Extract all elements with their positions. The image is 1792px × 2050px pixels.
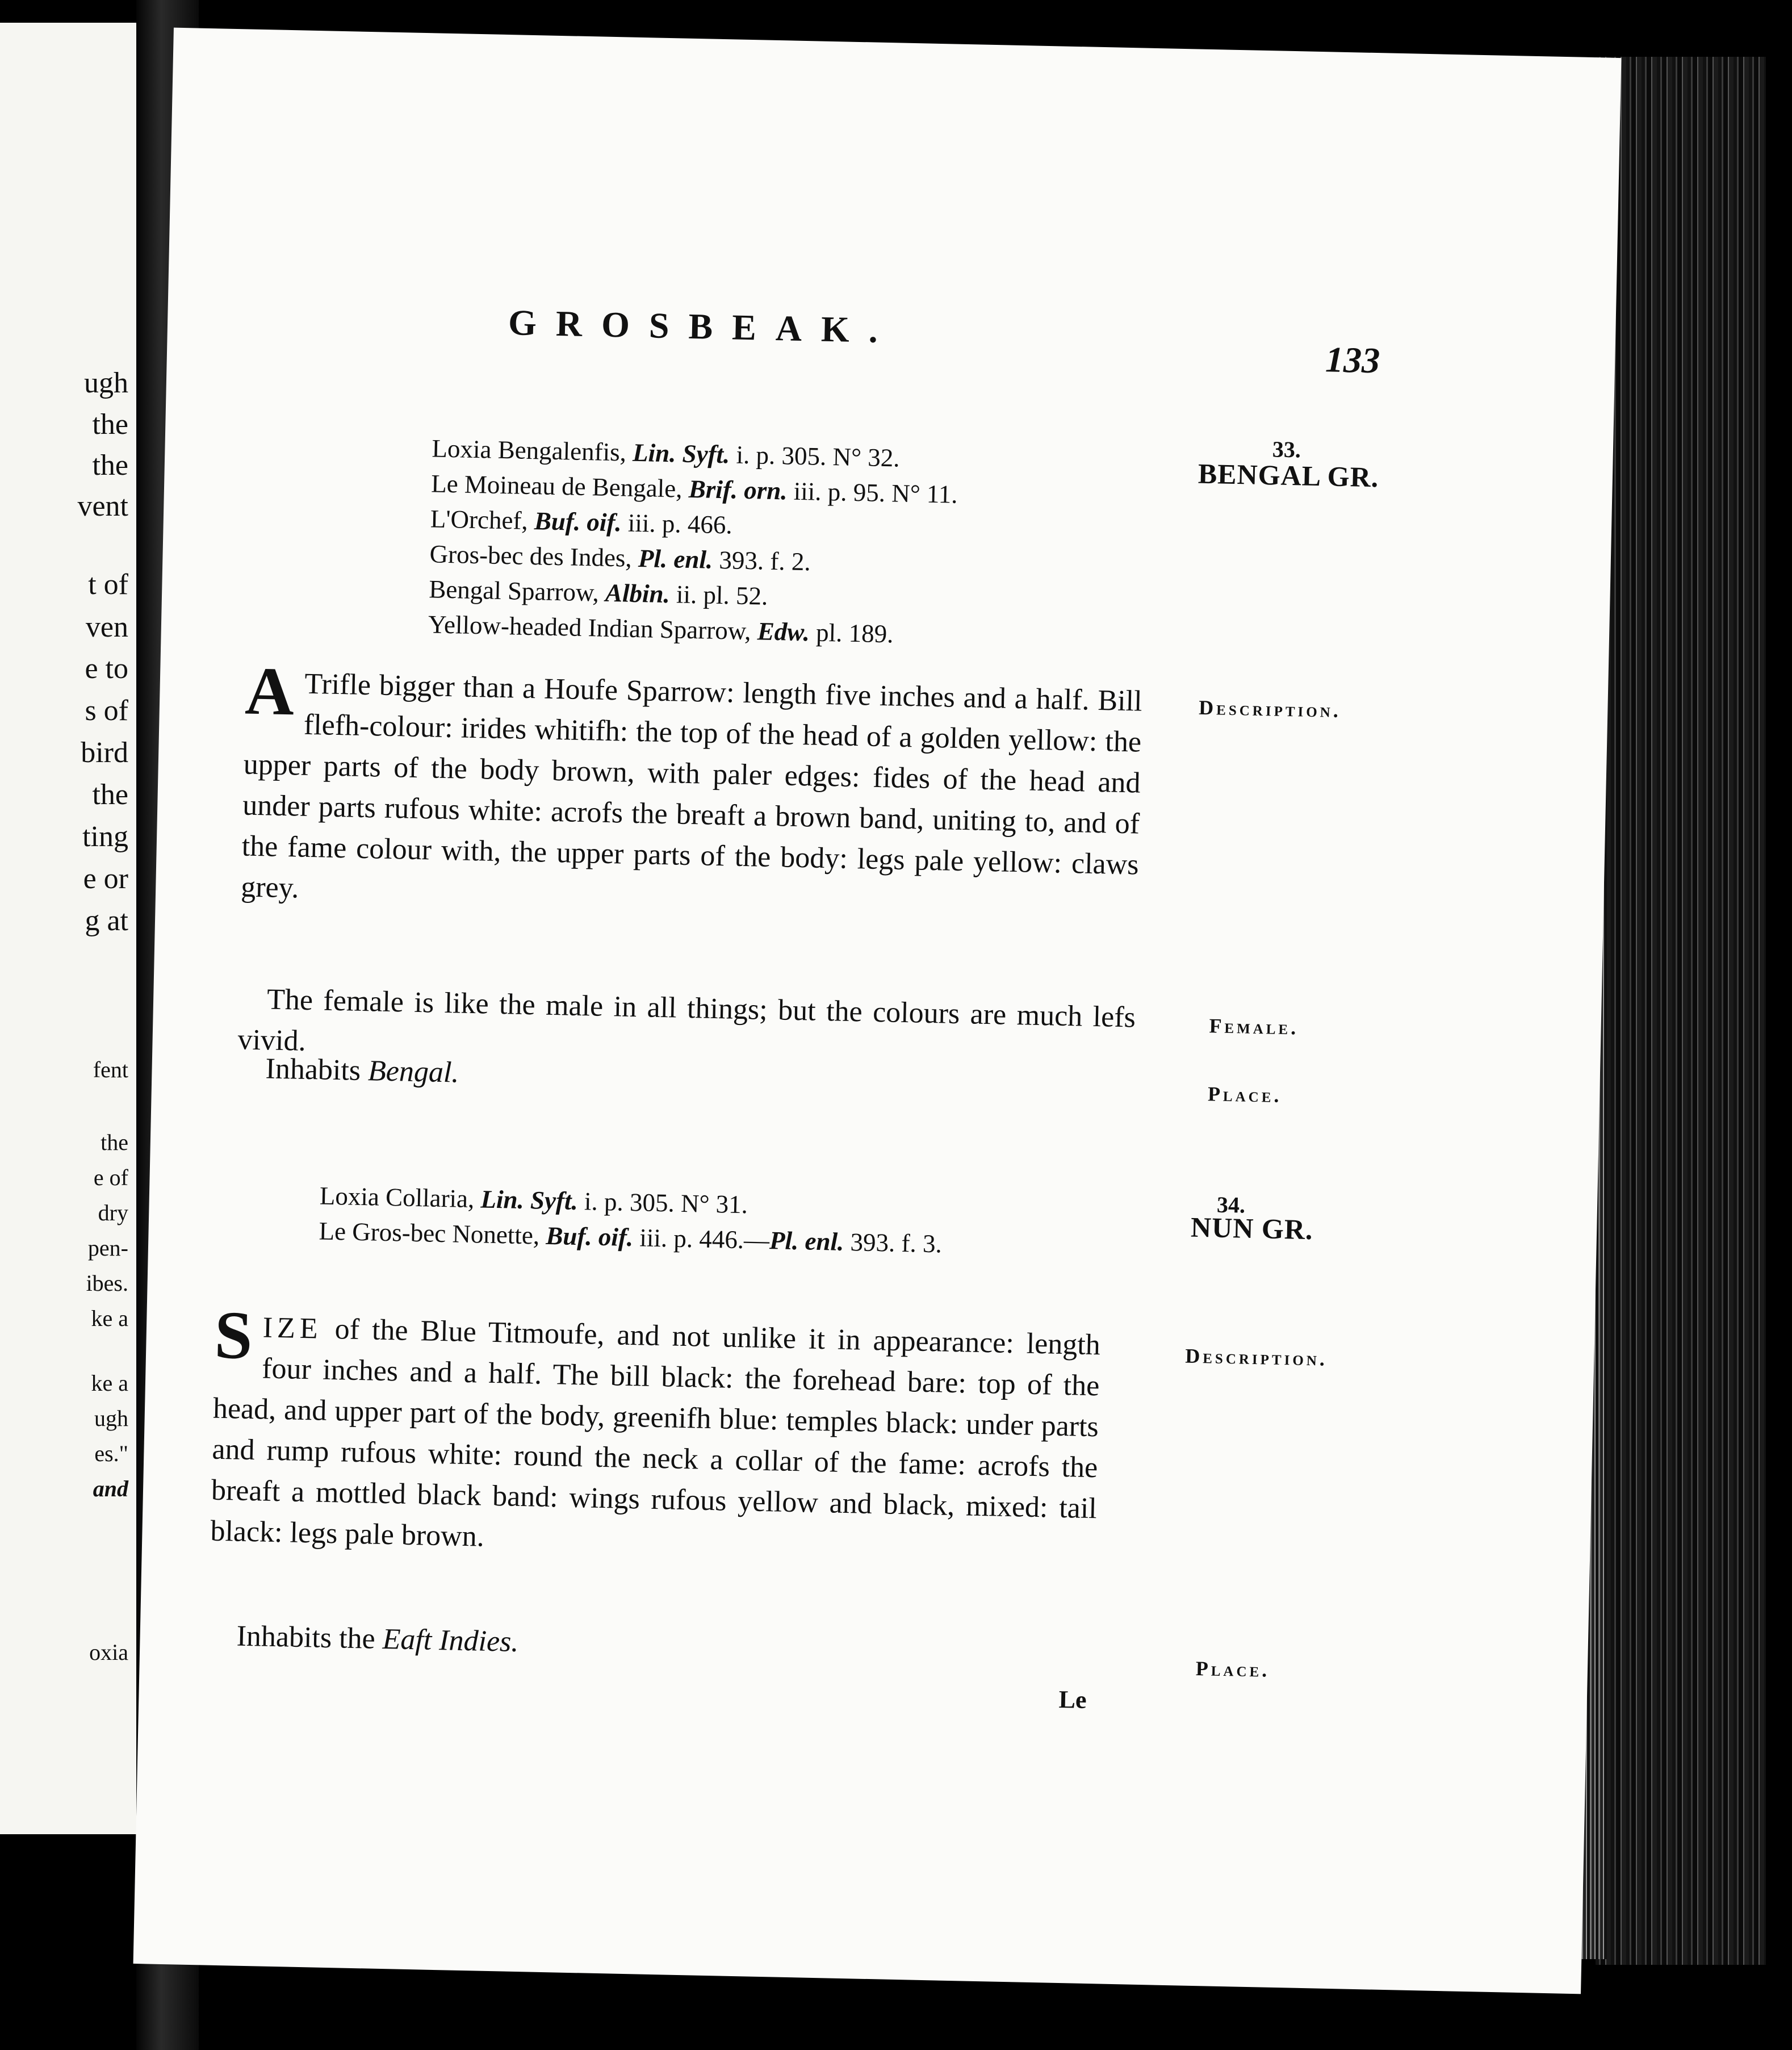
synonym-line: Loxia Bengalenfis, Lin. Syft. i. p. 305. N° 32. bbox=[432, 434, 901, 472]
drop-cap: A bbox=[244, 652, 295, 730]
synonym-line: Le Gros-bec Nonette, Buf. oif. iii. p. 446.—Pl. enl. 393. f. 3. bbox=[319, 1216, 943, 1258]
place-name: Eaft Indies. bbox=[382, 1623, 519, 1659]
left-page-fragment: ugh bbox=[94, 1405, 128, 1431]
margin-label-description: Description. bbox=[1198, 696, 1342, 722]
synonym-line: L'Orchef, Buf. oif. iii. p. 466. bbox=[430, 504, 733, 539]
margin-label-description: Description. bbox=[1184, 1344, 1328, 1370]
description-paragraph bbox=[210, 1296, 1101, 1571]
left-page-fragment: ke a bbox=[91, 1370, 128, 1396]
left-page-fragment: the bbox=[92, 449, 128, 482]
place-line: Inhabits the Eaft Indies. bbox=[236, 1620, 519, 1659]
female-paragraph: The female is like the male in all things; but the colours are much lefs vivid. bbox=[237, 983, 1136, 1057]
margin-label-place: Place. bbox=[1195, 1657, 1270, 1681]
left-page-fragment: ting bbox=[82, 821, 128, 853]
synonym-line: Yellow-headed Indian Sparrow, Edw. pl. 189. bbox=[428, 610, 894, 649]
place-name: Bengal. bbox=[367, 1055, 459, 1089]
synonym-line: Le Moineau de Bengale, Brif. orn. iii. p. 95. N° 11. bbox=[430, 469, 958, 509]
left-page-fragment: fent bbox=[93, 1057, 128, 1082]
left-page-fragment: t of bbox=[88, 568, 128, 601]
place-line: Inhabits Bengal. bbox=[265, 1052, 459, 1089]
left-page-fragment: e of bbox=[93, 1165, 128, 1190]
entry-number: 33. bbox=[1272, 436, 1301, 463]
left-page-fragment: e to bbox=[85, 652, 128, 685]
left-page-fragment: ven bbox=[85, 611, 128, 643]
page-number: 133 bbox=[1325, 339, 1380, 381]
entry-name: NUN GR. bbox=[1190, 1211, 1314, 1246]
left-page-fragment: ibes. bbox=[86, 1270, 128, 1296]
left-page-fragment: e or bbox=[83, 863, 128, 895]
entry-name: BENGAL GR. bbox=[1198, 457, 1379, 493]
drop-cap: S bbox=[213, 1296, 253, 1374]
left-facing-page bbox=[0, 23, 140, 1834]
margin-label-place: Place. bbox=[1207, 1082, 1282, 1107]
description-paragraph bbox=[240, 652, 1143, 927]
main-page bbox=[133, 28, 1622, 1994]
left-page-fragment: ke a bbox=[91, 1306, 128, 1331]
left-page-fragment: oxia bbox=[89, 1639, 128, 1665]
left-page-fragment: dry bbox=[98, 1200, 128, 1225]
left-page-fragment: the bbox=[101, 1129, 128, 1155]
left-page-fragment: and bbox=[93, 1476, 128, 1501]
left-page-fragment: ugh bbox=[84, 367, 128, 399]
description-text: of the Blue Titmoufe, and not unlike it in appearance: length four inches and a half. The bill black: the forehead bare: top of the head, and upper part of the body, greenifh blue: temples black: under parts and rump rufous white: round the neck a collar of the fame: acrofs the breaft a mottled black band: wings rufous yellow and black, mixed: tail black: legs pale brown. bbox=[210, 1312, 1101, 1553]
drop-cap-continuation: IZE bbox=[262, 1311, 323, 1345]
left-page-fragment: es." bbox=[94, 1441, 128, 1466]
margin-label-female: Female. bbox=[1209, 1014, 1299, 1039]
left-page-fragment: bird bbox=[81, 737, 128, 769]
description-text: Trifle bigger than a Houfe Sparrow: length five inches and a half. Bill flefh-colour: irides whitifh: the top of the head of a golden yellow: the upper parts of the body brown, with paler edges: fides of the head and under parts rufous white: acrofs the breaft a brown band, uniting to, and of the fame colour with, the upper parts of the body: legs pale yellow: claws grey. bbox=[240, 667, 1143, 905]
synonym-line: Gros-bec des Indes, Pl. enl. 393. f. 2. bbox=[429, 539, 811, 576]
synonymy-list bbox=[428, 430, 958, 652]
catchword: Le bbox=[1058, 1685, 1087, 1714]
synonym-line: Bengal Sparrow, Albin. ii. pl. 52. bbox=[428, 575, 768, 610]
left-page-fragment: the bbox=[92, 408, 128, 441]
left-page-fragment: s of bbox=[85, 695, 128, 727]
running-header: GROSBEAK. bbox=[508, 302, 898, 351]
synonym-line: Loxia Collaria, Lin. Syft. i. p. 305. N° 31. bbox=[319, 1181, 748, 1219]
synonymy-list bbox=[319, 1178, 943, 1262]
entry-number: 34. bbox=[1216, 1191, 1246, 1218]
left-page-fragment: pen- bbox=[87, 1235, 128, 1261]
left-page-fragment: g at bbox=[85, 905, 128, 937]
page-edges bbox=[1596, 57, 1766, 1965]
left-page-fragment: the bbox=[92, 779, 128, 811]
left-page-fragment: vent bbox=[77, 490, 128, 522]
